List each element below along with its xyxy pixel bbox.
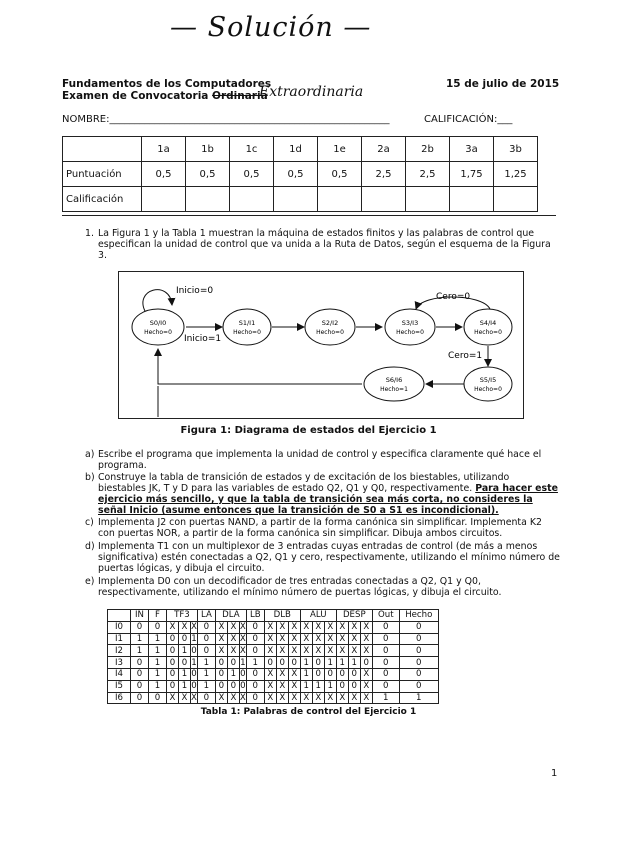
state-s1 [223, 309, 271, 345]
control-cell: X [167, 621, 179, 633]
control-cell: 0 [227, 657, 239, 669]
state-s3-out: Hecho=0 [396, 329, 424, 336]
control-cell: 0 [191, 669, 197, 680]
control-header: Hecho [399, 610, 438, 622]
question-d [85, 541, 560, 574]
control-cell: 0 [372, 680, 399, 692]
control-cell: 1 [149, 645, 167, 657]
state-s2-name: S2/I2 [321, 319, 339, 327]
control-cell: X [360, 621, 372, 633]
control-cell: X [300, 692, 312, 704]
control-cell: 0 [246, 692, 264, 704]
label-cero0: Cero=0 [436, 292, 471, 302]
control-cell: 0 [336, 668, 348, 680]
control-cell: 1 [197, 657, 215, 669]
state-s1-out: Hecho=0 [233, 329, 261, 336]
state-s5-out: Hecho=0 [474, 386, 502, 393]
score-cell[interactable] [494, 187, 538, 212]
control-cell: 0 [179, 633, 191, 645]
control-cell: X [312, 621, 324, 633]
control-cell: X [276, 645, 288, 657]
control-cell: 0 [372, 668, 399, 680]
points-label: Puntuación [63, 162, 142, 187]
state-s6-out: Hecho=1 [380, 386, 408, 393]
name-field[interactable]: NOMBRE:________________________________________________________ [62, 114, 390, 125]
control-cell: X [264, 692, 276, 704]
control-cell: X [288, 680, 300, 692]
control-cell: 0 [288, 657, 300, 669]
control-cell: X [348, 645, 360, 657]
control-cell: X [215, 692, 227, 704]
control-cell: 1 [131, 633, 149, 645]
control-cell: 0 [312, 657, 324, 669]
control-cell: 1 [149, 680, 167, 692]
grades-col: 1e [318, 137, 362, 162]
control-cell: X [239, 645, 246, 656]
control-header: DLB [264, 610, 300, 622]
control-cell: X [264, 645, 276, 657]
grade-field[interactable]: CALIFICACIÓN:___ [424, 114, 513, 125]
question-letter: e) [85, 576, 95, 587]
question-b [85, 472, 560, 516]
control-cell: X [300, 621, 312, 633]
score-label: Calificación [63, 187, 142, 212]
control-cell: X [276, 621, 288, 633]
control-cell: 1 [179, 645, 191, 657]
points-cell: 0,5 [274, 162, 318, 187]
state-s6-name: S6/I6 [385, 376, 403, 384]
control-cell: 1 [300, 668, 312, 680]
points-cell: 2,5 [362, 162, 406, 187]
control-cell: 0 [149, 692, 167, 704]
control-cell: 1 [197, 668, 215, 680]
control-cell: 0 [131, 621, 149, 633]
control-cell: 1 [336, 657, 348, 669]
state-s4-name: S4/I4 [479, 319, 497, 327]
control-row-label: I2 [108, 645, 131, 657]
state-s2-out: Hecho=0 [316, 329, 344, 336]
control-header: DLA [215, 610, 246, 622]
control-cell: X [324, 692, 336, 704]
score-cell[interactable] [230, 187, 274, 212]
points-cell: 0,5 [186, 162, 230, 187]
control-table-row [108, 692, 439, 704]
score-cell[interactable] [274, 187, 318, 212]
control-cell: 1 [227, 668, 239, 680]
control-cell: 1 [191, 657, 197, 668]
control-cell: X [360, 692, 372, 704]
exam-prefix: Examen de Convocatoria [62, 90, 209, 102]
control-cell: 0 [312, 668, 324, 680]
control-cell: 0 [131, 668, 149, 680]
control-cell: 0 [197, 621, 215, 633]
control-cell: X [264, 633, 276, 645]
control-row-label: I1 [108, 633, 131, 645]
question-text: Implementa D0 con un decodificador de tres entradas conectadas a Q2, Q1 y Q0, respectivamente, utilizando el mínimo número de puertas lógicas, y dibuja el circuito. [98, 576, 502, 598]
control-cell: X [336, 621, 348, 633]
control-header: TF3 [167, 610, 198, 622]
control-row-label: I4 [108, 668, 131, 680]
control-header: LB [246, 610, 264, 622]
control-cell: 0 [276, 657, 288, 669]
grades-col: 1a [142, 137, 186, 162]
grades-score-row [63, 187, 538, 212]
control-cell: X [227, 633, 239, 645]
question-c [85, 517, 560, 539]
control-cell: 0 [240, 669, 246, 680]
control-cell: X [227, 692, 239, 704]
control-cell: X [288, 633, 300, 645]
control-cell: X [312, 692, 324, 704]
grades-col: 1c [230, 137, 274, 162]
figure-caption: Figura 1: Diagrama de estados del Ejercicio 1 [180, 425, 437, 436]
control-cell: 0 [215, 680, 227, 692]
control-cell: 0 [246, 668, 264, 680]
control-cell: 1 [300, 680, 312, 692]
control-cell: X [336, 633, 348, 645]
control-cell: X [179, 621, 191, 633]
control-cell: 0 [324, 668, 336, 680]
control-cell: 0 [227, 680, 239, 692]
control-cell: X [276, 633, 288, 645]
state-s0 [132, 309, 184, 345]
control-cell: 0 [131, 657, 149, 669]
state-s0-name: S0/I0 [149, 319, 167, 327]
control-cell: X [167, 692, 179, 704]
control-cell: 0 [215, 668, 227, 680]
control-cell: X [276, 692, 288, 704]
control-cell: 0 [246, 621, 264, 633]
control-cell: 1 [149, 633, 167, 645]
handwritten-title: — Solución — [170, 12, 372, 43]
control-table-row [108, 668, 439, 680]
control-cell: X [288, 692, 300, 704]
control-cell: 0 [360, 657, 372, 669]
control-cell: X [312, 645, 324, 657]
control-cell: X [360, 633, 372, 645]
state-s2 [305, 309, 355, 345]
control-cell: 1 [149, 657, 167, 669]
control-cell: 0 [240, 681, 246, 692]
control-header: LA [197, 610, 215, 622]
exercise-intro [85, 228, 560, 261]
score-cell[interactable] [362, 187, 406, 212]
score-cell[interactable] [450, 187, 494, 212]
course-title: Fundamentos de los Computadores [62, 78, 272, 90]
control-cell: 0 [372, 621, 399, 633]
control-cell: 0 [246, 645, 264, 657]
state-diagram [118, 271, 524, 419]
control-cell: 1 [399, 692, 438, 704]
grades-points-row [63, 162, 538, 187]
state-s5-name: S5/I5 [479, 376, 497, 384]
control-cell: X [348, 633, 360, 645]
control-table-row [108, 680, 439, 692]
control-header: IN [131, 610, 149, 622]
control-table-row [108, 633, 439, 645]
control-cell: 0 [264, 657, 276, 669]
control-cell: 1 [197, 680, 215, 692]
question-letter: a) [85, 449, 95, 460]
control-header: F [149, 610, 167, 622]
control-cell: 0 [372, 645, 399, 657]
page-number: 1 [551, 768, 558, 779]
state-s5 [464, 367, 512, 401]
control-row-label: I6 [108, 692, 131, 704]
question-text: Implementa T1 con un multiplexor de 3 entradas cuyas entradas de control (de más a menos significativa) estén conectadas a Q2, Q1 y cero, respectivamente, utilizando el mínimo número de puertas lógicas, y dibuja el circuito. [98, 541, 560, 574]
control-cell: X [360, 668, 372, 680]
grades-col: 2a [362, 137, 406, 162]
control-cell: 0 [167, 680, 179, 692]
grades-col: 3a [450, 137, 494, 162]
score-cell[interactable] [318, 187, 362, 212]
control-cell: X [324, 633, 336, 645]
control-header-corner [108, 610, 131, 622]
control-cell: 0 [191, 645, 197, 656]
exercise-intro-text: La Figura 1 y la Tabla 1 muestran la máquina de estados finitos y las palabras de control que especifican la unidad de control que va unida a la Ruta de Datos, según el esquema de la Figura 3. [98, 228, 551, 261]
control-cell: 0 [246, 633, 264, 645]
control-cell: 0 [372, 633, 399, 645]
grades-corner [63, 137, 142, 162]
handwritten-annotation: Extraordinaria [259, 84, 364, 100]
grades-col: 1b [186, 137, 230, 162]
control-cell: 1 [324, 657, 336, 669]
control-cell: X [264, 621, 276, 633]
control-cell: 0 [399, 621, 438, 633]
control-cell: 0 [399, 633, 438, 645]
control-cell: 1 [246, 657, 264, 669]
control-cell: 1 [149, 668, 167, 680]
question-text: Implementa J2 con puertas NAND, a partir de la forma canónica sin simplificar. Implementa K2 con puertas NOR, a partir de la forma canónica sin simplificar. Dibuja ambos circuitos. [98, 517, 542, 539]
edge-s6-s0 [158, 349, 362, 384]
points-cell: 1,75 [450, 162, 494, 187]
control-cell: X [288, 645, 300, 657]
control-cell: X [179, 692, 191, 704]
question-text: Construye la tabla de transición de estados y de excitación de los biestables, utilizando biestables JK, T y D para las variables de estado Q2, Q1 y Q0, respectivamente. [98, 472, 510, 494]
control-cell: 0 [131, 692, 149, 704]
control-cell: X [191, 622, 197, 633]
question-bold-note: Para hacer este ejercicio más sencillo, y que la tabla de transición sea más corta, no consideres la señal Inicio (asume entonces que la transición de S0 a S1 es incondicional). [98, 483, 558, 516]
control-cell: 0 [372, 657, 399, 669]
control-table-body [108, 621, 439, 704]
control-cell: 0 [149, 621, 167, 633]
label-loop: Inicio=0 [176, 286, 214, 296]
control-header-row [108, 610, 439, 622]
table-caption: Tabla 1: Palabras de control del Ejercicio 1 [200, 707, 417, 717]
control-cell: X [300, 633, 312, 645]
control-cell: 0 [348, 668, 360, 680]
control-cell: 0 [197, 633, 215, 645]
control-cell: 1 [300, 657, 312, 669]
points-cell: 0,5 [142, 162, 186, 187]
control-cell: 1 [131, 645, 149, 657]
control-cell: X [215, 633, 227, 645]
control-cell: X [324, 645, 336, 657]
control-cell: 0 [179, 657, 191, 669]
control-row-label: I0 [108, 621, 131, 633]
exam-date: 15 de julio de 2015 [446, 78, 560, 90]
exam-line [62, 90, 268, 102]
state-s3 [385, 309, 435, 345]
control-cell: 1 [372, 692, 399, 704]
points-cell: 0,5 [230, 162, 274, 187]
label-cero1: Cero=1 [448, 351, 483, 361]
control-cell: 0 [348, 680, 360, 692]
control-cell: 0 [167, 633, 179, 645]
points-cell: 0,5 [318, 162, 362, 187]
control-cell: 0 [191, 681, 197, 692]
control-cell: 0 [399, 668, 438, 680]
grades-col: 3b [494, 137, 538, 162]
control-header: DESP [336, 610, 372, 622]
control-header: Out [372, 610, 399, 622]
points-cell: 1,25 [494, 162, 538, 187]
control-cell: X [264, 680, 276, 692]
grades-table [62, 136, 538, 212]
control-cell: X [348, 692, 360, 704]
state-s3-name: S3/I3 [401, 319, 419, 327]
control-cell: X [288, 668, 300, 680]
control-cell: X [215, 645, 227, 657]
control-cell: X [312, 633, 324, 645]
control-cell: 0 [131, 680, 149, 692]
score-cell[interactable] [406, 187, 450, 212]
grades-col: 2b [406, 137, 450, 162]
control-cell: 1 [240, 657, 246, 668]
state-s6 [364, 367, 424, 401]
control-cell: 0 [399, 680, 438, 692]
control-cell: 1 [324, 680, 336, 692]
control-cell: X [239, 633, 246, 644]
state-s4 [464, 309, 512, 345]
grades-col: 1d [274, 137, 318, 162]
control-cell: X [336, 692, 348, 704]
control-cell: X [215, 621, 227, 633]
state-s4-out: Hecho=0 [474, 329, 502, 336]
control-cell: X [324, 621, 336, 633]
control-cell: 1 [348, 657, 360, 669]
control-cell: 0 [399, 657, 438, 669]
state-s0-out: Hecho=0 [144, 329, 172, 336]
control-cell: X [227, 645, 239, 657]
control-cell: 0 [336, 680, 348, 692]
label-start: Inicio=1 [184, 334, 222, 344]
control-cell: 0 [197, 692, 215, 704]
control-cell: X [300, 645, 312, 657]
control-cell: X [336, 645, 348, 657]
separator-line [62, 215, 556, 216]
control-cell: 1 [191, 633, 197, 644]
control-row-label: I5 [108, 680, 131, 692]
control-cell: X [191, 692, 197, 703]
control-cell: X [360, 645, 372, 657]
question-e [85, 576, 560, 598]
control-cell: X [288, 621, 300, 633]
control-cell: 0 [167, 668, 179, 680]
score-cell[interactable] [186, 187, 230, 212]
control-cell: 0 [197, 645, 215, 657]
control-cell: 0 [399, 645, 438, 657]
control-cell: X [348, 621, 360, 633]
points-cell: 2,5 [406, 162, 450, 187]
control-cell: X [239, 692, 246, 703]
question-letter: b) [85, 472, 95, 483]
control-cell: 0 [215, 657, 227, 669]
question-letter: d) [85, 541, 95, 552]
control-cell: X [360, 680, 372, 692]
control-cell: X [276, 680, 288, 692]
exercise-number: 1. [85, 228, 94, 239]
control-table-row [108, 621, 439, 633]
control-cell: 1 [312, 680, 324, 692]
control-header: ALU [300, 610, 336, 622]
question-text: Escribe el programa que implementa la unidad de control y especifica claramente qué hace el programa. [98, 449, 542, 471]
grades-header-row [63, 137, 538, 162]
control-table [107, 609, 439, 704]
question-letter: c) [85, 517, 94, 528]
control-cell: X [227, 621, 239, 633]
question-a [85, 449, 560, 471]
control-cell: 1 [179, 680, 191, 692]
control-table-row [108, 657, 439, 669]
control-cell: 1 [179, 668, 191, 680]
exam-struck: Ordinaria [212, 90, 268, 102]
control-cell: X [276, 668, 288, 680]
control-cell: 0 [246, 680, 264, 692]
score-cell[interactable] [142, 187, 186, 212]
control-cell: X [264, 668, 276, 680]
state-s1-name: S1/I1 [238, 319, 256, 327]
control-cell: 0 [167, 645, 179, 657]
control-cell: 0 [167, 657, 179, 669]
control-cell: X [239, 622, 246, 633]
control-row-label: I3 [108, 657, 131, 669]
control-table-row [108, 645, 439, 657]
